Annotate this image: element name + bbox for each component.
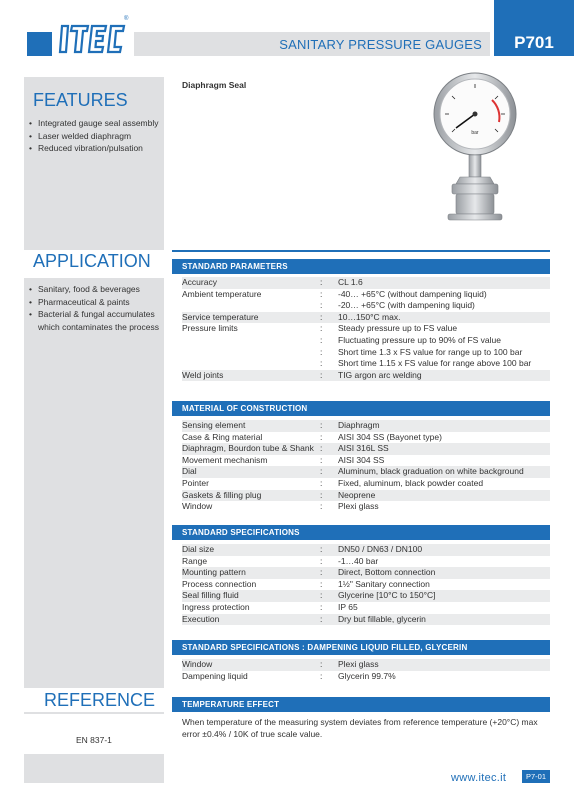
material-heading: MATERIAL OF CONSTRUCTION (172, 401, 550, 416)
reference-heading: REFERENCE (44, 690, 156, 710)
logo-square (27, 32, 52, 56)
page-number: P7-01 (522, 770, 550, 783)
standard-specifications-table (182, 544, 550, 625)
sidebar (24, 77, 164, 783)
section-divider (172, 250, 550, 252)
table-row: Mounting pattern : Direct, Bottom connection (182, 567, 550, 579)
list-item: • Sanitary, food & beverages (28, 283, 168, 296)
material-table (182, 420, 550, 513)
table-row: : -20… +65°C (with dampening liquid) (320, 300, 475, 311)
table-row: Ingress protection : IP 65 (182, 601, 358, 612)
dampening-specifications-table (182, 659, 550, 682)
header-title: SANITARY PRESSURE GAUGES (279, 37, 482, 52)
itec-logo (58, 18, 128, 58)
features-heading: FEATURES (33, 90, 128, 110)
standard-parameters-heading: STANDARD PARAMETERS (172, 259, 550, 274)
product-subtitle: Diaphragm Seal (182, 80, 247, 90)
table-row: Diaphragm, Bourdon tube & Shank : AISI 316L SS (182, 443, 550, 455)
standard-specifications-heading: STANDARD SPECIFICATIONS (172, 525, 550, 540)
table-row: Dial : Aluminum, black graduation on white background (182, 466, 550, 478)
list-item: • Bacterial & fungal accumulates which contaminates the process (28, 308, 168, 333)
table-row: : Fluctuating pressure up to 90% of FS value (320, 334, 502, 345)
list-item: • Laser welded diaphragm (28, 130, 168, 143)
table-row: Pressure limits : Steady pressure up to FS value (182, 323, 458, 334)
table-row: Window : Plexi glass (182, 501, 379, 512)
table-row: Range : -1…40 bar (182, 555, 379, 566)
list-item: • Reduced vibration/pulsation (28, 142, 168, 155)
temperature-effect-text: When temperature of the measuring system deviates from reference temperature (+20°C) max error ±0.4% / 10K of true scale value. (182, 717, 538, 739)
application-heading: APPLICATION (33, 251, 151, 271)
table-row: Weld joints : TIG argon arc welding (182, 370, 550, 382)
table-row: Execution : Dry but fillable, glycerin (182, 614, 550, 626)
table-row: Window : Plexi glass (182, 659, 550, 671)
pressure-gauge-image (420, 72, 530, 222)
reference-text: EN 837-1 (76, 735, 112, 745)
table-row: Ambient temperature : -40… +65°C (without dampening liquid) (182, 288, 487, 299)
temperature-effect-heading: TEMPERATURE EFFECT (172, 697, 550, 712)
gauge-unit: bar (471, 130, 479, 136)
list-item: • Pharmaceutical & paints (28, 296, 168, 309)
table-row: Dial size : DN50 / DN63 / DN100 (182, 544, 550, 556)
registered-mark: ® (124, 16, 129, 22)
header-bar (134, 32, 490, 56)
table-row: : Short time 1.3 x FS value for range up to 100 bar (320, 346, 523, 357)
table-row: Gaskets & filling plug : Neoprene (182, 490, 550, 502)
table-row: Process connection : 1½" Sanitary connection (182, 578, 430, 589)
features-list (28, 117, 168, 155)
table-row: Case & Ring material : AISI 304 SS (Bayonet type) (182, 431, 442, 442)
table-row: Sensing element : Diaphragm (182, 420, 550, 432)
application-list (28, 283, 168, 333)
website-link[interactable]: www.itec.it (451, 772, 507, 784)
product-code: P701 (494, 0, 574, 56)
table-row: Dampening liquid : Glycerin 99.7% (182, 670, 396, 681)
reference-box (24, 714, 164, 754)
table-row: Movement mechanism : AISI 304 SS (182, 454, 385, 465)
list-item: • Integrated gauge seal assembly (28, 117, 168, 130)
dampening-specifications-heading: STANDARD SPECIFICATIONS : DAMPENING LIQUID FILLED, GLYCERIN (172, 640, 550, 655)
table-row: Seal filling fluid : Glycerine [10°C to 150°C] (182, 590, 550, 602)
table-row: Service temperature : 10…150°C max. (182, 312, 550, 324)
table-row: : Short time 1.15 x FS value for range above 100 bar (320, 358, 532, 369)
table-row: Pointer : Fixed, aluminum, black powder coated (182, 477, 484, 488)
standard-parameters-table (182, 277, 550, 381)
table-row: Accuracy : CL 1.6 (182, 277, 550, 289)
